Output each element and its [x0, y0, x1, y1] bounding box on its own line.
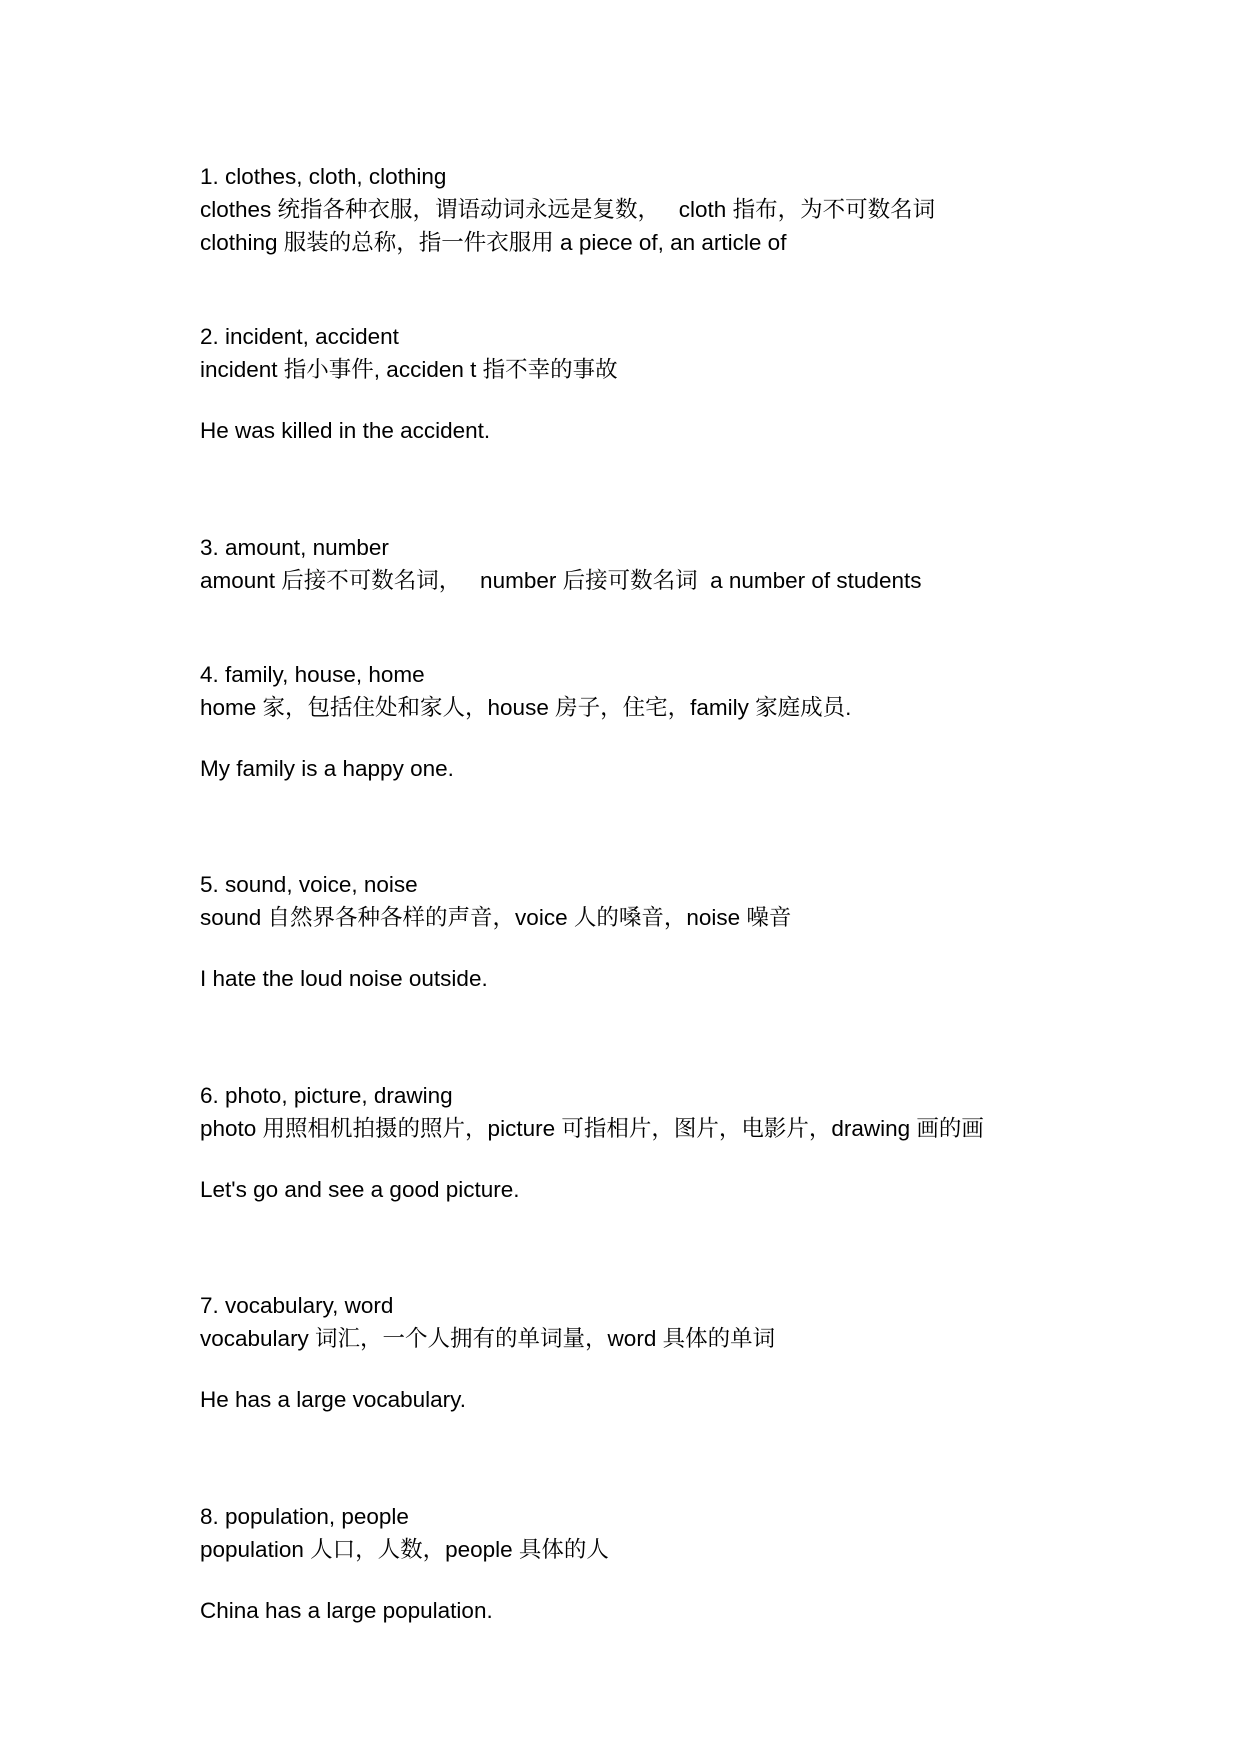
entry-3 [200, 531, 1100, 597]
entry-explanation: incident 指小事件, acciden t 指不幸的事故 [200, 357, 618, 382]
entry-explanation: sound 自然界各种各样的声音，voice 人的嗓音，noise 噪音 [200, 905, 792, 930]
entry-heading: 8. population, people [200, 1503, 409, 1529]
entry-heading: 1. clothes, cloth, clothing [200, 164, 447, 189]
spacer [200, 1228, 1100, 1289]
entry-heading: 2. incident, accident [200, 324, 399, 349]
entry-explanation: amount 后接不可数名词， number 后接可数名词 a number of students [200, 567, 922, 593]
entry-example: China has a large population. [200, 1597, 493, 1623]
entry-heading: 4. family, house, home [200, 661, 425, 687]
spacer [200, 470, 1100, 531]
entry-example: He has a large vocabulary. [200, 1387, 466, 1412]
entry-heading: 3. amount, number [200, 534, 389, 560]
document-page [200, 160, 1100, 1649]
entry-7 [200, 1289, 1100, 1416]
entry-explanation: photo 用照相机拍摄的照片，picture 可指相片，图片，电影片，drawing 画的画 [200, 1115, 984, 1141]
entry-explanation: population 人口，人数，people 具体的人 [200, 1536, 609, 1562]
entry-example: My family is a happy one. [200, 755, 454, 781]
entry-explanation: home 家，包括住处和家人，house 房子，住宅，family 家庭成员. [200, 694, 852, 720]
spacer [200, 597, 1100, 658]
entry-explanation: clothes 统指各种衣服，谓语动词永远是复数， cloth 指布，为不可数名词 [200, 197, 936, 222]
spacer [200, 807, 1100, 868]
entry-example: I hate the loud noise outside. [200, 966, 488, 991]
entry-example: He was killed in the accident. [200, 418, 491, 443]
entry-heading: 7. vocabulary, word [200, 1293, 394, 1318]
entry-heading: 6. photo, picture, drawing [200, 1082, 453, 1108]
entry-6 [200, 1079, 1100, 1206]
spacer [200, 1439, 1100, 1500]
entry-8 [200, 1500, 1100, 1627]
entry-5 [200, 868, 1100, 995]
spacer [200, 1018, 1100, 1079]
entry-explanation: vocabulary 词汇，一个人拥有的单词量，word 具体的单词 [200, 1326, 776, 1351]
entry-explanation: clothing 服装的总称，指一件衣服用 a piece of, an article of [200, 230, 787, 255]
entry-2 [200, 320, 1100, 447]
entry-heading: 5. sound, voice, noise [200, 872, 418, 897]
spacer [200, 259, 1100, 320]
entry-4 [200, 658, 1100, 785]
entry-example: Let's go and see a good picture. [200, 1176, 520, 1202]
entry-1 [200, 160, 1100, 259]
